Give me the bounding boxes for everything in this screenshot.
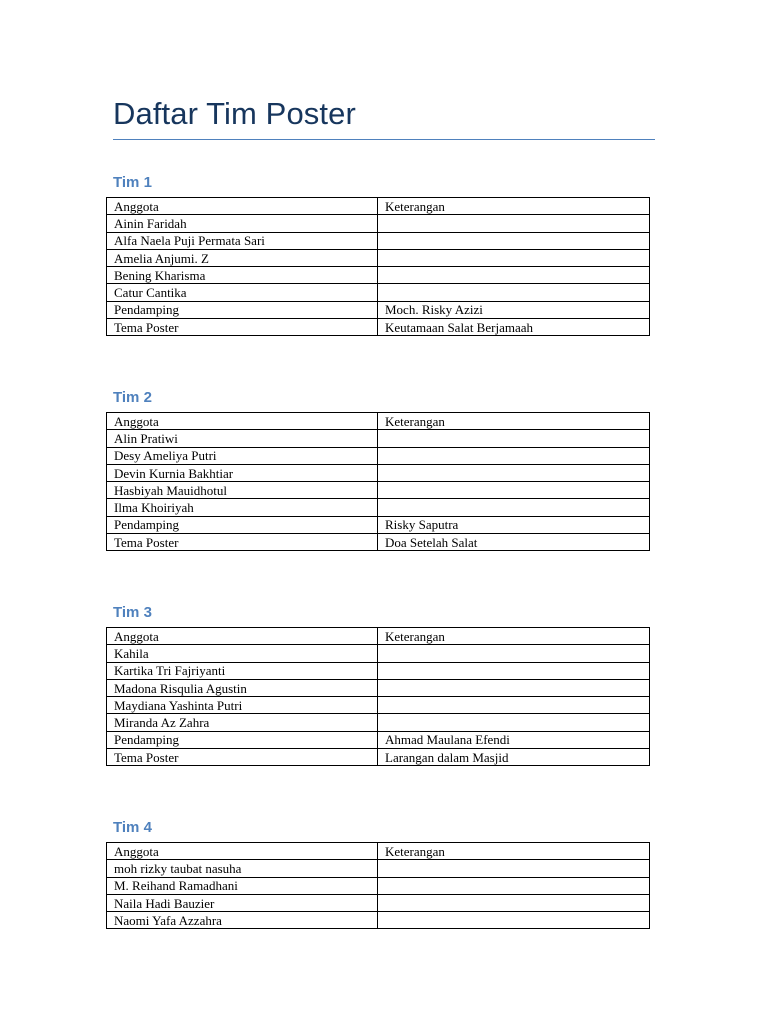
member-cell: Desy Ameliya Putri bbox=[107, 447, 378, 464]
table-row bbox=[107, 731, 650, 748]
note-cell bbox=[378, 877, 650, 894]
header-cell-anggota: Anggota bbox=[107, 413, 378, 430]
member-cell: Kartika Tri Fajriyanti bbox=[107, 662, 378, 679]
table-row bbox=[107, 267, 650, 284]
table-row bbox=[107, 516, 650, 533]
theme-value-cell: Larangan dalam Masjid bbox=[378, 749, 650, 766]
theme-label-cell: Tema Poster bbox=[107, 534, 378, 551]
title-divider bbox=[113, 139, 655, 140]
member-cell: Kahila bbox=[107, 645, 378, 662]
member-cell: Ilma Khoiriyah bbox=[107, 499, 378, 516]
table-row bbox=[107, 645, 650, 662]
note-cell bbox=[378, 232, 650, 249]
theme-value-cell: Keutamaan Salat Berjamaah bbox=[378, 319, 650, 336]
mentor-name-cell: Ahmad Maulana Efendi bbox=[378, 731, 650, 748]
member-cell: Naomi Yafa Azzahra bbox=[107, 912, 378, 929]
mentor-label-cell: Pendamping bbox=[107, 516, 378, 533]
header-cell-keterangan: Keterangan bbox=[378, 628, 650, 645]
table-header-row bbox=[107, 843, 650, 860]
note-cell bbox=[378, 430, 650, 447]
member-cell: Madona Risqulia Agustin bbox=[107, 679, 378, 696]
table-row bbox=[107, 894, 650, 911]
note-cell bbox=[378, 447, 650, 464]
member-cell: M. Reihand Ramadhani bbox=[107, 877, 378, 894]
header-cell-anggota: Anggota bbox=[107, 198, 378, 215]
team-table bbox=[106, 627, 650, 766]
note-cell bbox=[378, 645, 650, 662]
note-cell bbox=[378, 215, 650, 232]
table-header-row bbox=[107, 413, 650, 430]
theme-label-cell: Tema Poster bbox=[107, 319, 378, 336]
header-cell-keterangan: Keterangan bbox=[378, 843, 650, 860]
mentor-name-cell: Moch. Risky Azizi bbox=[378, 301, 650, 318]
team-table bbox=[106, 842, 650, 929]
table-row bbox=[107, 430, 650, 447]
table-row bbox=[107, 877, 650, 894]
member-cell: Ainin Faridah bbox=[107, 215, 378, 232]
table-row bbox=[107, 662, 650, 679]
team-heading: Tim 3 bbox=[113, 604, 152, 621]
header-cell-anggota: Anggota bbox=[107, 843, 378, 860]
note-cell bbox=[378, 662, 650, 679]
member-cell: Miranda Az Zahra bbox=[107, 714, 378, 731]
member-cell: Alin Pratiwi bbox=[107, 430, 378, 447]
member-cell: Alfa Naela Puji Permata Sari bbox=[107, 232, 378, 249]
member-cell: Amelia Anjumi. Z bbox=[107, 249, 378, 266]
table-row bbox=[107, 697, 650, 714]
member-cell: Devin Kurnia Bakhtiar bbox=[107, 464, 378, 481]
page-title: Daftar Tim Poster bbox=[113, 96, 356, 131]
note-cell bbox=[378, 249, 650, 266]
table-row bbox=[107, 215, 650, 232]
note-cell bbox=[378, 912, 650, 929]
table-row bbox=[107, 679, 650, 696]
member-cell: Hasbiyah Mauidhotul bbox=[107, 482, 378, 499]
table-row bbox=[107, 319, 650, 336]
table-row bbox=[107, 714, 650, 731]
table-header-row bbox=[107, 198, 650, 215]
table-row bbox=[107, 749, 650, 766]
header-cell-keterangan: Keterangan bbox=[378, 198, 650, 215]
table-row bbox=[107, 249, 650, 266]
table-row bbox=[107, 534, 650, 551]
table-row bbox=[107, 499, 650, 516]
mentor-name-cell: Risky Saputra bbox=[378, 516, 650, 533]
theme-label-cell: Tema Poster bbox=[107, 749, 378, 766]
team-table bbox=[106, 412, 650, 551]
note-cell bbox=[378, 860, 650, 877]
header-cell-keterangan: Keterangan bbox=[378, 413, 650, 430]
note-cell bbox=[378, 499, 650, 516]
mentor-label-cell: Pendamping bbox=[107, 731, 378, 748]
note-cell bbox=[378, 697, 650, 714]
member-cell: Bening Kharisma bbox=[107, 267, 378, 284]
table-row bbox=[107, 447, 650, 464]
note-cell bbox=[378, 482, 650, 499]
mentor-label-cell: Pendamping bbox=[107, 301, 378, 318]
team-table bbox=[106, 197, 650, 336]
table-row bbox=[107, 912, 650, 929]
theme-value-cell: Doa Setelah Salat bbox=[378, 534, 650, 551]
table-row bbox=[107, 464, 650, 481]
header-cell-anggota: Anggota bbox=[107, 628, 378, 645]
note-cell bbox=[378, 267, 650, 284]
table-row bbox=[107, 232, 650, 249]
note-cell bbox=[378, 679, 650, 696]
member-cell: moh rizky taubat nasuha bbox=[107, 860, 378, 877]
note-cell bbox=[378, 284, 650, 301]
table-header-row bbox=[107, 628, 650, 645]
member-cell: Maydiana Yashinta Putri bbox=[107, 697, 378, 714]
table-row bbox=[107, 301, 650, 318]
member-cell: Naila Hadi Bauzier bbox=[107, 894, 378, 911]
note-cell bbox=[378, 714, 650, 731]
team-heading: Tim 1 bbox=[113, 174, 152, 191]
table-row bbox=[107, 482, 650, 499]
table-row bbox=[107, 284, 650, 301]
note-cell bbox=[378, 894, 650, 911]
table-row bbox=[107, 860, 650, 877]
team-heading: Tim 2 bbox=[113, 389, 152, 406]
team-heading: Tim 4 bbox=[113, 819, 152, 836]
note-cell bbox=[378, 464, 650, 481]
member-cell: Catur Cantika bbox=[107, 284, 378, 301]
